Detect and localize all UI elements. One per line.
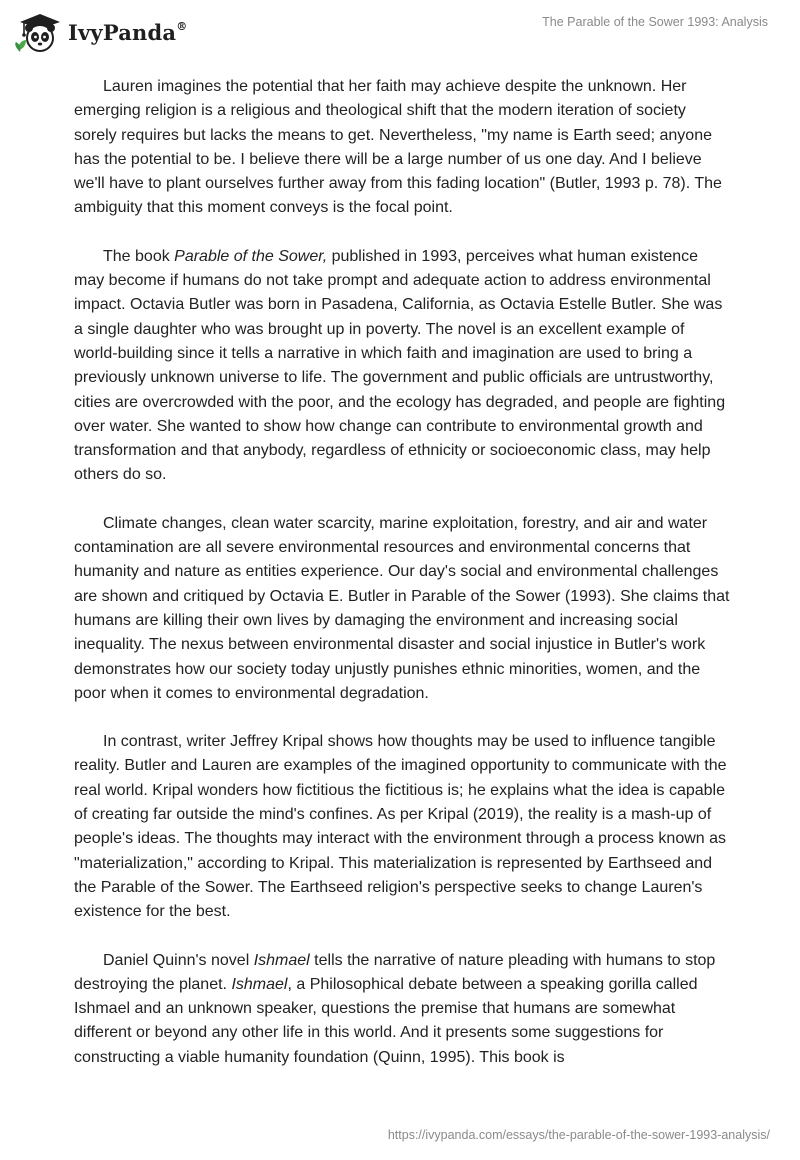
document-title: The Parable of the Sower 1993: Analysis <box>542 15 768 29</box>
source-url[interactable]: https://ivypanda.com/essays/the-parable-of-the-sower-1993-analysis/ <box>387 1128 770 1142</box>
paragraph-3: Climate changes, clean water scarcity, marine exploitation, forestry, and air and water contamination are all severe environmental resources and environmental concerns that humanity and nature as entities experience. Our day's social and environmental challenges are shown and critiqued by Octavia E. Butler in Parable of the Sower (1993). She claims that humans are killing their own lives by damaging the environment and increasing social inequality. The nexus between environmental disaster and social injustice in Butler's work demonstrates how our society today unjustly punishes ethnic minorities, women, and the poor when it comes to environmental degradation. <box>74 514 730 702</box>
book-title-italic: Parable of the Sower, <box>174 247 328 265</box>
brand-name: IvyPanda® <box>68 19 188 45</box>
registered-mark: ® <box>176 19 188 33</box>
book-title-italic: Ishmael <box>231 975 288 993</box>
paragraph-4: In contrast, writer Jeffrey Kripal shows how thoughts may be used to influence tangible reality. Butler and Lauren are examples of the imagined opportunity to communicate with the real world. Kripal wonders how fictitious the fictitious is; he explains what the idea is capable of creating far outside the mind's confines. As per Kripal (2019), the reality is a mash-up of people's ideas. The thoughts may interact with the environment through a process known as "materialization," according to Kripal. This materialization is represented by Earthseed and the Parable of the Sower. The Earthseed religion's perspective seeks to change Lauren's existence for the best. <box>74 733 727 921</box>
paragraph-2: The book Parable of the Sower, published in 1993, perceives what human existence may become if humans do not take prompt and adequate action to address environmental impact. Octavia Butler was born in Pasadena, California, as Octavia Estelle Butler. She was a single daughter who was brought up in poverty. The novel is an excellent example of world-building since it tells a narrative in which faith and imagination are used to bring a previously unknown universe to life. The government and public officials are untrustworthy, cities are overcrowded with the poor, and the ecology has degraded, and people are fighting over water. She wanted to show how change can contribute to environmental growth and transformation and that anybody, regardless of ethnicity or socioeconomic class, may help others do so. <box>74 247 726 484</box>
book-title-italic: Ishmael <box>253 951 310 969</box>
brand-logo[interactable] <box>14 10 187 54</box>
paragraph-1: Lauren imagines the potential that her faith may achieve despite the unknown. Her emerging religion is a religious and theological shift that the modern iteration of society sorely requires but lacks the means to get. Nevertheless, "my name is Earth seed; anyone has the potential to be. I believe there will be a large number of us one day. And I believe we'll have to plant ourselves further away from this fading location" (Butler, 1993 p. 78). The ambiguity that this moment conveys is the focal point. <box>74 78 722 217</box>
page-header <box>0 0 800 60</box>
panda-graduate-icon <box>14 10 62 54</box>
essay-body <box>74 75 730 1094</box>
paragraph-5: Daniel Quinn's novel Ishmael tells the narrative of nature pleading with humans to stop destroying the planet. Ishmael, a Philosophical debate between a speaking gorilla called Ishmael and an unknown speaker, questions the premise that humans are somewhat different or beyond any other life in this world. And it presents some suggestions for constructing a viable humanity foundation (Quinn, 1995). This book is <box>74 951 716 1066</box>
